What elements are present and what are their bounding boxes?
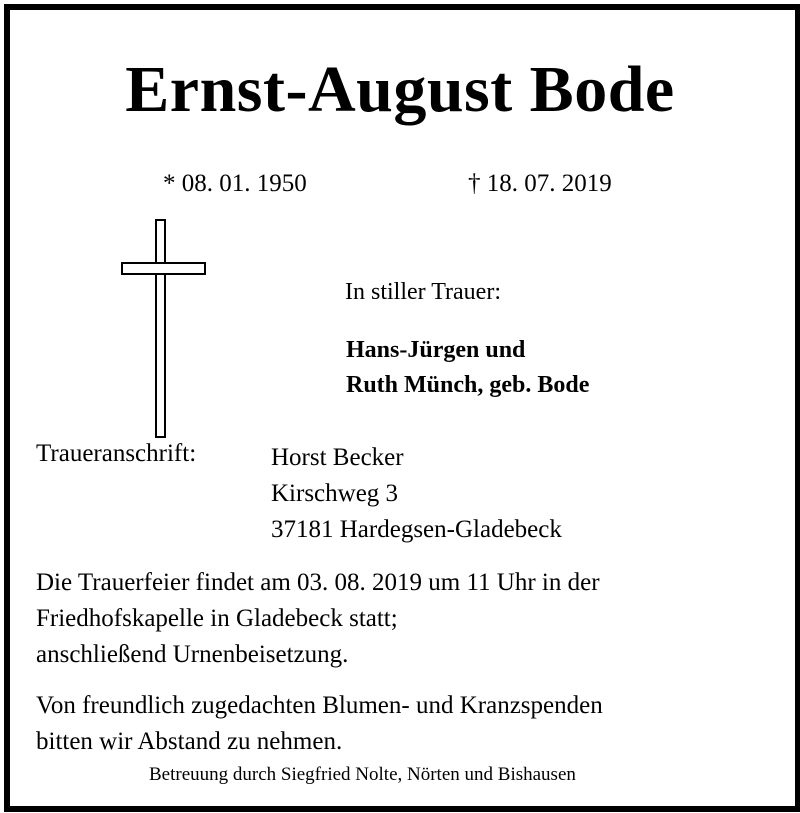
- mourner-line: Hans-Jürgen und: [346, 337, 526, 363]
- address-label: Traueranschrift:: [36, 440, 197, 467]
- death-date: † 18. 07. 2019: [468, 170, 612, 197]
- ceremony-line: Friedhofskapelle in Gladebeck statt;: [36, 605, 398, 632]
- mourner-line: Ruth Münch, geb. Bode: [346, 372, 590, 398]
- flowers-paragraph: [36, 688, 603, 760]
- flowers-line: bitten wir Abstand zu nehmen.: [36, 728, 343, 755]
- cross-vertical-beam: [155, 219, 166, 438]
- cross-junction: [158, 265, 164, 273]
- address-line: Horst Becker: [271, 444, 404, 471]
- ceremony-line: anschließend Urnenbeisetzung.: [36, 641, 349, 668]
- deceased-name: Ernst-August Bode: [125, 53, 675, 126]
- address-line: 37181 Hardegsen-Gladebeck: [271, 516, 562, 543]
- address-line: Kirschweg 3: [271, 480, 399, 507]
- funeral-home-credit: Betreuung durch Siegfried Nolte, Nörten und Bishausen: [149, 764, 576, 785]
- ceremony-paragraph: [36, 565, 600, 673]
- address-block: [271, 440, 562, 548]
- mourning-label: In stiller Trauer:: [345, 279, 501, 305]
- birth-date: * 08. 01. 1950: [163, 170, 307, 197]
- mourners-block: [346, 333, 589, 403]
- ceremony-line: Die Trauerfeier findet am 03. 08. 2019 um 11 Uhr in der: [36, 569, 600, 596]
- flowers-line: Von freundlich zugedachten Blumen- und Kranzspenden: [36, 692, 603, 719]
- cross-horizontal-beam: [121, 262, 206, 275]
